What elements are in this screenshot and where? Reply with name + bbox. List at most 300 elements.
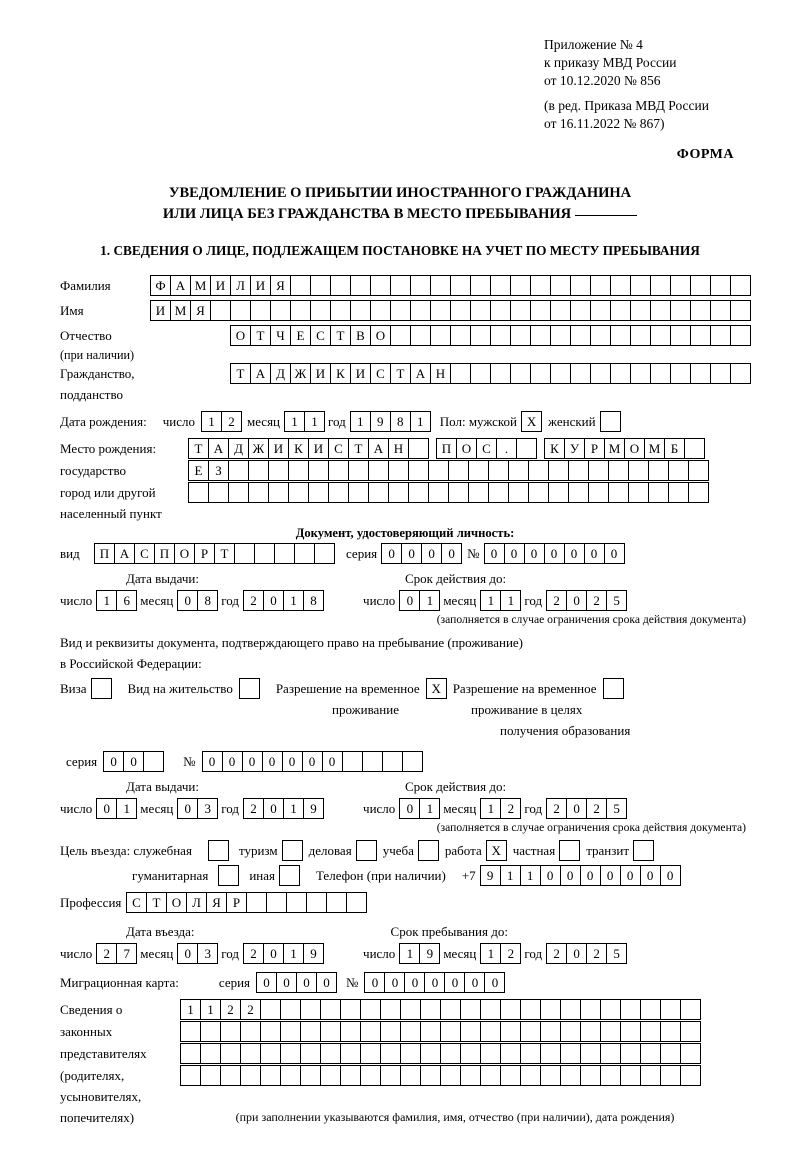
birthplace-city-part1-cells[interactable] — [436, 438, 536, 459]
form-cell[interactable]: Т — [214, 543, 235, 564]
form-cell[interactable] — [340, 1021, 361, 1042]
form-cell[interactable] — [600, 1021, 621, 1042]
entry-year-cells[interactable] — [243, 943, 323, 964]
form-cell[interactable] — [460, 1065, 481, 1086]
form-cell[interactable] — [410, 325, 431, 346]
form-cell[interactable] — [408, 482, 429, 503]
form-cell[interactable] — [608, 460, 629, 481]
form-cell[interactable]: А — [170, 275, 191, 296]
form-cell[interactable] — [480, 1021, 501, 1042]
form-cell[interactable]: Я — [206, 892, 227, 913]
form-cell[interactable]: 0 — [263, 590, 284, 611]
form-cell[interactable] — [540, 999, 561, 1020]
form-cell[interactable] — [668, 460, 689, 481]
form-cell[interactable] — [570, 275, 591, 296]
form-cell[interactable] — [600, 1065, 621, 1086]
form-cell[interactable] — [294, 543, 315, 564]
form-cell[interactable] — [380, 1065, 401, 1086]
form-cell[interactable] — [270, 300, 291, 321]
form-cell[interactable] — [688, 460, 709, 481]
form-cell[interactable] — [260, 1021, 281, 1042]
form-cell[interactable]: 2 — [500, 798, 521, 819]
profession-cells[interactable] — [126, 892, 366, 913]
form-cell[interactable]: Ж — [248, 438, 269, 459]
form-cell[interactable] — [488, 482, 509, 503]
form-cell[interactable]: С — [126, 892, 147, 913]
doc-kind-cells[interactable] — [94, 543, 334, 564]
form-cell[interactable] — [310, 300, 331, 321]
form-cell[interactable] — [248, 460, 269, 481]
form-cell[interactable]: 7 — [116, 943, 137, 964]
form-cell[interactable] — [240, 1021, 261, 1042]
form-cell[interactable] — [690, 275, 711, 296]
form-cell[interactable] — [620, 1065, 641, 1086]
form-cell[interactable] — [610, 325, 631, 346]
form-cell[interactable]: У — [564, 438, 585, 459]
form-cell[interactable] — [548, 482, 569, 503]
form-cell[interactable] — [228, 482, 249, 503]
form-cell[interactable] — [326, 892, 347, 913]
form-cell[interactable] — [180, 1021, 201, 1042]
form-cell[interactable] — [560, 1021, 581, 1042]
form-cell[interactable] — [530, 300, 551, 321]
form-cell[interactable] — [640, 1043, 661, 1064]
form-cell[interactable] — [630, 363, 651, 384]
stay-valid-day-cells[interactable] — [399, 798, 439, 819]
birth-year-cells[interactable] — [350, 411, 430, 432]
stay-end-day-cells[interactable] — [399, 943, 439, 964]
form-cell[interactable]: 0 — [222, 751, 243, 772]
form-cell[interactable] — [300, 1043, 321, 1064]
form-cell[interactable] — [300, 999, 321, 1020]
form-cell[interactable]: 0 — [640, 865, 661, 886]
form-cell[interactable] — [480, 1043, 501, 1064]
form-cell[interactable] — [468, 482, 489, 503]
form-cell[interactable] — [350, 300, 371, 321]
form-cell[interactable]: 2 — [586, 943, 607, 964]
form-cell[interactable]: Е — [290, 325, 311, 346]
form-cell[interactable] — [280, 1021, 301, 1042]
form-cell[interactable] — [314, 543, 335, 564]
form-cell[interactable]: 1 — [399, 943, 420, 964]
form-cell[interactable] — [710, 325, 731, 346]
form-cell[interactable] — [400, 1021, 421, 1042]
entry-month-cells[interactable] — [177, 943, 217, 964]
form-cell[interactable] — [520, 1021, 541, 1042]
form-cell[interactable]: 0 — [399, 798, 420, 819]
form-cell[interactable] — [570, 363, 591, 384]
sex-male-checkbox[interactable]: X — [521, 411, 542, 432]
form-cell[interactable] — [600, 999, 621, 1020]
form-cell[interactable] — [590, 363, 611, 384]
form-cell[interactable]: 2 — [546, 798, 567, 819]
form-cell[interactable]: 2 — [240, 999, 261, 1020]
form-cell[interactable] — [246, 892, 267, 913]
form-cell[interactable]: М — [170, 300, 191, 321]
form-cell[interactable] — [248, 482, 269, 503]
form-cell[interactable] — [380, 999, 401, 1020]
form-cell[interactable]: 0 — [580, 865, 601, 886]
form-cell[interactable] — [240, 1043, 261, 1064]
form-cell[interactable] — [410, 300, 431, 321]
form-cell[interactable]: М — [644, 438, 665, 459]
form-cell[interactable]: 9 — [370, 411, 391, 432]
form-cell[interactable] — [628, 460, 649, 481]
stay-number-cells[interactable] — [202, 751, 422, 772]
stay-series-cells[interactable] — [103, 751, 163, 772]
form-cell[interactable] — [268, 482, 289, 503]
form-cell[interactable] — [260, 999, 281, 1020]
form-cell[interactable]: 1 — [419, 798, 440, 819]
form-cell[interactable]: 2 — [96, 943, 117, 964]
form-cell[interactable] — [290, 300, 311, 321]
form-cell[interactable]: 2 — [546, 943, 567, 964]
form-cell[interactable]: 0 — [384, 972, 405, 993]
form-cell[interactable] — [640, 1065, 661, 1086]
form-cell[interactable] — [368, 482, 389, 503]
form-cell[interactable] — [360, 1021, 381, 1042]
form-cell[interactable]: Я — [190, 300, 211, 321]
form-cell[interactable] — [608, 482, 629, 503]
form-cell[interactable] — [408, 438, 429, 459]
form-cell[interactable] — [500, 1021, 521, 1042]
form-cell[interactable]: 1 — [200, 999, 221, 1020]
form-cell[interactable]: Т — [230, 363, 251, 384]
form-cell[interactable] — [580, 999, 601, 1020]
doc-valid-year-cells[interactable] — [546, 590, 626, 611]
form-cell[interactable]: 2 — [243, 943, 264, 964]
form-cell[interactable] — [180, 1043, 201, 1064]
form-cell[interactable] — [308, 460, 329, 481]
form-cell[interactable] — [143, 751, 164, 772]
form-cell[interactable]: 1 — [96, 590, 117, 611]
purpose-study-checkbox[interactable] — [418, 840, 439, 861]
form-cell[interactable]: А — [250, 363, 271, 384]
stay-end-year-cells[interactable] — [546, 943, 626, 964]
birth-day-cells[interactable] — [201, 411, 241, 432]
form-cell[interactable] — [450, 325, 471, 346]
form-cell[interactable] — [550, 300, 571, 321]
form-cell[interactable]: 2 — [220, 999, 241, 1020]
form-cell[interactable] — [420, 1021, 441, 1042]
form-cell[interactable] — [280, 1065, 301, 1086]
form-cell[interactable]: 0 — [600, 865, 621, 886]
form-cell[interactable] — [440, 1043, 461, 1064]
form-cell[interactable]: И — [150, 300, 171, 321]
form-cell[interactable]: 2 — [586, 590, 607, 611]
form-cell[interactable] — [382, 751, 403, 772]
form-cell[interactable]: Т — [250, 325, 271, 346]
form-cell[interactable]: С — [310, 325, 331, 346]
form-cell[interactable]: 0 — [401, 543, 422, 564]
form-cell[interactable] — [730, 363, 751, 384]
form-cell[interactable]: 1 — [500, 865, 521, 886]
form-cell[interactable] — [630, 275, 651, 296]
mig-series-cells[interactable] — [256, 972, 336, 993]
form-cell[interactable] — [370, 275, 391, 296]
form-cell[interactable] — [430, 300, 451, 321]
form-cell[interactable] — [680, 1065, 701, 1086]
form-cell[interactable]: А — [208, 438, 229, 459]
form-cell[interactable]: Р — [194, 543, 215, 564]
form-cell[interactable] — [560, 1065, 581, 1086]
form-cell[interactable] — [610, 275, 631, 296]
form-cell[interactable]: 1 — [410, 411, 431, 432]
form-cell[interactable] — [340, 1065, 361, 1086]
form-cell[interactable]: Л — [186, 892, 207, 913]
form-cell[interactable] — [688, 482, 709, 503]
form-cell[interactable]: 2 — [243, 590, 264, 611]
doc-valid-day-cells[interactable] — [399, 590, 439, 611]
form-cell[interactable] — [390, 300, 411, 321]
purpose-work-checkbox[interactable]: X — [486, 840, 507, 861]
form-cell[interactable] — [428, 482, 449, 503]
sex-female-checkbox[interactable] — [600, 411, 621, 432]
form-cell[interactable] — [288, 482, 309, 503]
form-cell[interactable]: 5 — [606, 590, 627, 611]
form-cell[interactable]: 1 — [480, 590, 501, 611]
form-cell[interactable]: 0 — [524, 543, 545, 564]
form-cell[interactable] — [520, 999, 541, 1020]
form-cell[interactable] — [360, 999, 381, 1020]
form-cell[interactable] — [670, 300, 691, 321]
form-cell[interactable]: 1 — [116, 798, 137, 819]
edu-residence-checkbox[interactable] — [603, 678, 624, 699]
form-cell[interactable]: 9 — [303, 943, 324, 964]
form-cell[interactable] — [200, 1021, 221, 1042]
form-cell[interactable]: 1 — [520, 865, 541, 886]
form-cell[interactable] — [520, 1065, 541, 1086]
visa-checkbox[interactable] — [91, 678, 112, 699]
stay-valid-month-cells[interactable] — [480, 798, 520, 819]
form-cell[interactable]: 0 — [103, 751, 124, 772]
form-cell[interactable]: А — [114, 543, 135, 564]
form-cell[interactable]: 0 — [421, 543, 442, 564]
form-cell[interactable]: 0 — [604, 543, 625, 564]
form-cell[interactable]: 1 — [304, 411, 325, 432]
form-cell[interactable] — [630, 300, 651, 321]
form-cell[interactable] — [560, 999, 581, 1020]
form-cell[interactable] — [670, 325, 691, 346]
form-cell[interactable] — [684, 438, 705, 459]
form-cell[interactable]: Ч — [270, 325, 291, 346]
residence-checkbox[interactable] — [239, 678, 260, 699]
form-cell[interactable] — [286, 892, 307, 913]
form-cell[interactable] — [670, 363, 691, 384]
form-cell[interactable] — [620, 1021, 641, 1042]
form-cell[interactable] — [210, 300, 231, 321]
form-cell[interactable] — [550, 363, 571, 384]
form-cell[interactable]: О — [370, 325, 391, 346]
form-cell[interactable] — [580, 1043, 601, 1064]
form-cell[interactable] — [628, 482, 649, 503]
form-cell[interactable]: И — [268, 438, 289, 459]
citizenship-cells[interactable] — [230, 363, 750, 384]
form-cell[interactable] — [710, 300, 731, 321]
form-cell[interactable]: И — [210, 275, 231, 296]
form-cell[interactable]: Д — [270, 363, 291, 384]
form-cell[interactable] — [320, 1043, 341, 1064]
form-cell[interactable] — [690, 325, 711, 346]
form-cell[interactable]: С — [134, 543, 155, 564]
form-cell[interactable] — [448, 460, 469, 481]
form-cell[interactable]: 0 — [322, 751, 343, 772]
form-cell[interactable]: Р — [226, 892, 247, 913]
form-cell[interactable]: В — [350, 325, 371, 346]
form-cell[interactable] — [410, 275, 431, 296]
form-cell[interactable]: 1 — [480, 798, 501, 819]
form-cell[interactable] — [402, 751, 423, 772]
form-cell[interactable]: О — [230, 325, 251, 346]
form-cell[interactable] — [390, 275, 411, 296]
form-cell[interactable]: 0 — [544, 543, 565, 564]
form-cell[interactable]: И — [308, 438, 329, 459]
legal-rep-row1-cells[interactable] — [180, 999, 700, 1020]
doc-issue-year-cells[interactable] — [243, 590, 323, 611]
form-cell[interactable]: 9 — [419, 943, 440, 964]
form-cell[interactable]: 0 — [566, 590, 587, 611]
stay-end-month-cells[interactable] — [480, 943, 520, 964]
form-cell[interactable] — [680, 999, 701, 1020]
form-cell[interactable]: И — [310, 363, 331, 384]
form-cell[interactable] — [500, 1043, 521, 1064]
surname-cells[interactable] — [150, 275, 750, 296]
form-cell[interactable]: 0 — [302, 751, 323, 772]
form-cell[interactable]: А — [368, 438, 389, 459]
form-cell[interactable] — [648, 460, 669, 481]
form-cell[interactable] — [730, 325, 751, 346]
form-cell[interactable] — [508, 482, 529, 503]
form-cell[interactable] — [328, 482, 349, 503]
form-cell[interactable] — [440, 1021, 461, 1042]
form-cell[interactable] — [450, 363, 471, 384]
birthplace-city-row4-cells[interactable] — [188, 482, 708, 503]
form-cell[interactable] — [240, 1065, 261, 1086]
form-cell[interactable] — [300, 1021, 321, 1042]
form-cell[interactable]: Л — [230, 275, 251, 296]
form-cell[interactable]: 1 — [283, 943, 304, 964]
form-cell[interactable] — [266, 892, 287, 913]
form-cell[interactable] — [348, 482, 369, 503]
form-cell[interactable]: И — [250, 275, 271, 296]
form-cell[interactable]: 0 — [123, 751, 144, 772]
form-cell[interactable]: 2 — [243, 798, 264, 819]
form-cell[interactable] — [660, 1065, 681, 1086]
form-cell[interactable]: 1 — [350, 411, 371, 432]
form-cell[interactable]: 3 — [197, 943, 218, 964]
form-cell[interactable] — [540, 1043, 561, 1064]
form-cell[interactable]: Р — [584, 438, 605, 459]
form-cell[interactable] — [360, 1043, 381, 1064]
form-cell[interactable] — [268, 460, 289, 481]
form-cell[interactable]: З — [208, 460, 229, 481]
form-cell[interactable] — [430, 325, 451, 346]
form-cell[interactable] — [650, 275, 671, 296]
form-cell[interactable]: С — [476, 438, 497, 459]
form-cell[interactable] — [350, 275, 371, 296]
form-cell[interactable] — [440, 1065, 461, 1086]
form-cell[interactable]: К — [288, 438, 309, 459]
form-cell[interactable] — [660, 999, 681, 1020]
form-cell[interactable]: 1 — [201, 411, 222, 432]
form-cell[interactable]: 5 — [606, 798, 627, 819]
form-cell[interactable] — [530, 363, 551, 384]
form-cell[interactable] — [630, 325, 651, 346]
form-cell[interactable] — [388, 460, 409, 481]
form-cell[interactable]: А — [410, 363, 431, 384]
purpose-humanitarian-checkbox[interactable] — [218, 865, 239, 886]
form-cell[interactable] — [588, 460, 609, 481]
form-cell[interactable] — [680, 1043, 701, 1064]
form-cell[interactable] — [568, 482, 589, 503]
form-cell[interactable] — [528, 482, 549, 503]
form-cell[interactable] — [346, 892, 367, 913]
form-cell[interactable]: 0 — [381, 543, 402, 564]
form-cell[interactable]: 0 — [564, 543, 585, 564]
form-cell[interactable] — [710, 363, 731, 384]
form-cell[interactable] — [390, 325, 411, 346]
form-cell[interactable] — [200, 1043, 221, 1064]
form-cell[interactable] — [420, 999, 441, 1020]
birth-month-cells[interactable] — [284, 411, 324, 432]
form-cell[interactable] — [460, 1021, 481, 1042]
form-cell[interactable]: Е — [188, 460, 209, 481]
form-cell[interactable] — [280, 1043, 301, 1064]
birthplace-city-part2-cells[interactable] — [544, 438, 704, 459]
doc-issue-month-cells[interactable] — [177, 590, 217, 611]
form-cell[interactable]: 1 — [283, 798, 304, 819]
form-cell[interactable]: 0 — [262, 751, 283, 772]
form-cell[interactable] — [480, 999, 501, 1020]
form-cell[interactable] — [306, 892, 327, 913]
form-cell[interactable]: 0 — [242, 751, 263, 772]
form-cell[interactable] — [260, 1065, 281, 1086]
form-cell[interactable] — [400, 999, 421, 1020]
form-cell[interactable]: Т — [188, 438, 209, 459]
form-cell[interactable]: 0 — [364, 972, 385, 993]
form-cell[interactable] — [710, 275, 731, 296]
form-cell[interactable] — [430, 275, 451, 296]
form-cell[interactable] — [560, 1043, 581, 1064]
form-cell[interactable]: 0 — [660, 865, 681, 886]
form-cell[interactable] — [640, 999, 661, 1020]
form-cell[interactable]: И — [350, 363, 371, 384]
form-cell[interactable] — [510, 325, 531, 346]
form-cell[interactable] — [330, 300, 351, 321]
form-cell[interactable]: М — [190, 275, 211, 296]
form-cell[interactable] — [620, 1043, 641, 1064]
form-cell[interactable] — [228, 460, 249, 481]
form-cell[interactable] — [180, 1065, 201, 1086]
form-cell[interactable] — [610, 300, 631, 321]
form-cell[interactable]: П — [154, 543, 175, 564]
form-cell[interactable] — [488, 460, 509, 481]
form-cell[interactable]: 0 — [444, 972, 465, 993]
form-cell[interactable] — [320, 999, 341, 1020]
form-cell[interactable] — [590, 275, 611, 296]
patronymic-cells[interactable] — [230, 325, 750, 346]
form-cell[interactable] — [690, 300, 711, 321]
form-cell[interactable] — [340, 999, 361, 1020]
form-cell[interactable] — [530, 275, 551, 296]
form-cell[interactable]: О — [456, 438, 477, 459]
form-cell[interactable]: Д — [228, 438, 249, 459]
form-cell[interactable]: Т — [330, 325, 351, 346]
form-cell[interactable] — [510, 275, 531, 296]
form-cell[interactable] — [220, 1021, 241, 1042]
form-cell[interactable]: С — [328, 438, 349, 459]
form-cell[interactable] — [660, 1021, 681, 1042]
